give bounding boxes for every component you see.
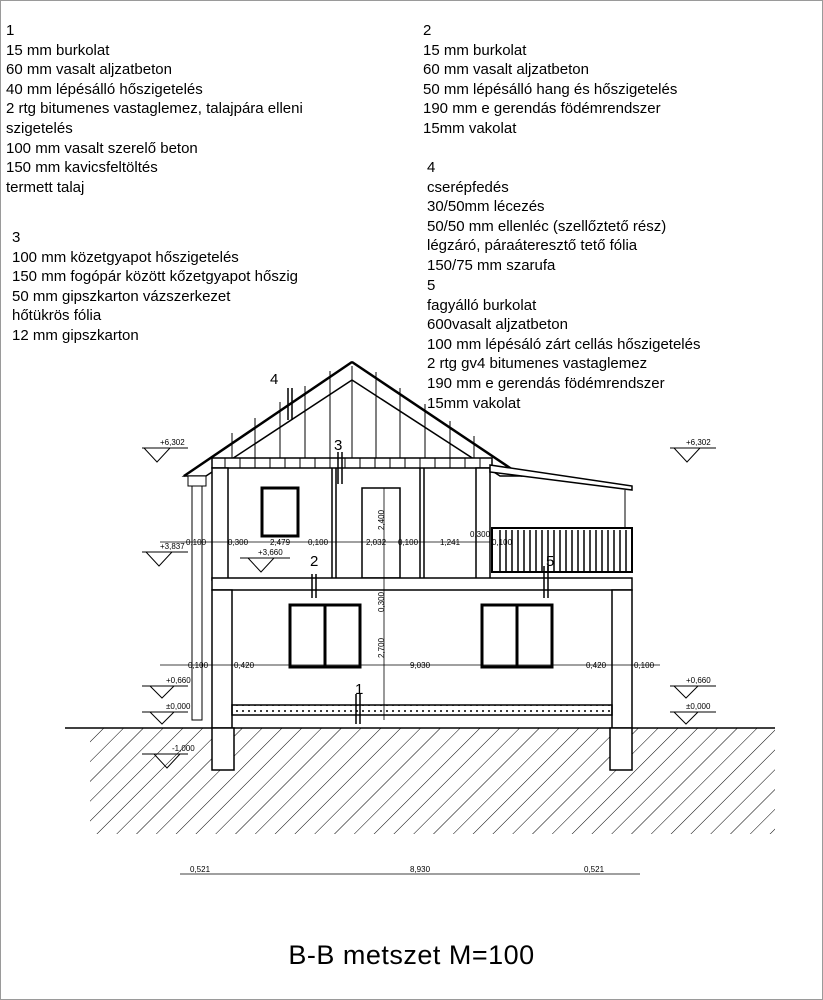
spec-line: légzáró, páraáteresztő tető fólia (427, 237, 638, 255)
spec-line: 2 rtg gv4 bitumenes vastaglemez (427, 355, 648, 373)
dim-label: 2,479 (270, 538, 291, 547)
balcony (490, 465, 632, 572)
spec-number: 1 (6, 22, 15, 39)
spec-line: 150/75 mm szarufa (427, 256, 556, 274)
level-label: +0,660 (166, 676, 191, 685)
level-label: -1,000 (172, 744, 195, 753)
spec-line: 50/50 mm ellenléc (szellőztető rész) (427, 217, 667, 235)
spec-line: 30/50mm lécezés (427, 198, 545, 216)
dim-label: 0,420 (586, 661, 607, 670)
drawing-title: B-B metszet M=100 (288, 940, 535, 970)
level-label: ±0,000 (166, 702, 191, 711)
dim-label: 9,030 (410, 661, 431, 670)
spec-line: 100 mm lépésáló zárt cellás hőszigetelés (427, 335, 701, 353)
dim-label: 2,700 (377, 637, 386, 658)
dim-label: 0,100 (188, 661, 209, 670)
spec-line: 60 mm vasalt aljzatbeton (6, 61, 172, 79)
level-label: +0,660 (686, 676, 711, 685)
dim-label: 0,300 (377, 591, 386, 612)
section-marker: 4 (270, 371, 279, 388)
dim-label: 8,930 (410, 865, 431, 874)
dim-label: 0,100 (186, 538, 207, 547)
spec-line: 190 mm e gerendás födémrendszer (427, 374, 665, 392)
level-label: +6,302 (686, 438, 711, 447)
spec-line: 60 mm vasalt aljzatbeton (423, 61, 589, 79)
spec-number: 4 (427, 159, 436, 176)
spec-number: 3 (12, 229, 21, 246)
spec-line: 150 mm fogópár között kőzetgyapot hőszig (12, 268, 298, 286)
dim-label: 0,100 (492, 538, 513, 547)
spec-line: 15mm vakolat (427, 394, 521, 412)
dim-label: 0,420 (234, 661, 255, 670)
ground-slab (232, 705, 612, 715)
dim-label: 1,241 (440, 538, 461, 547)
spec-line: 190 mm e gerendás födémrendszer (423, 100, 661, 118)
dim-label: 0,100 (308, 538, 329, 547)
section-marker: 5 (546, 553, 555, 570)
spec-line: 2 rtg bitumenes vastaglemez, talajpára elleni (6, 100, 303, 118)
ground-floor-windows (290, 605, 552, 667)
spec-line: 50 mm gipszkarton vázszerkezet (12, 287, 231, 305)
intermediate-slab (212, 578, 632, 590)
spec-line: 150 mm kavicsfeltöltés (6, 159, 158, 177)
spec-line: 15 mm burkolat (6, 41, 110, 59)
spec-line: 600vasalt aljzatbeton (427, 316, 568, 334)
upper-window (262, 488, 298, 536)
section-marker: 2 (310, 553, 319, 570)
attic-ceiling (212, 458, 492, 468)
spec-line: cserépfedés (427, 178, 509, 196)
spec-line: termett talaj (6, 178, 85, 196)
section-marker: 3 (334, 437, 343, 454)
dim-label: 0,300 (470, 530, 491, 539)
level-label: +3,837 (160, 542, 185, 551)
dim-label: 2,400 (377, 509, 386, 530)
level-label: +6,302 (160, 438, 185, 447)
spec-number: 5 (427, 277, 436, 294)
level-label: +3,660 (258, 548, 283, 557)
dim-label: 0,521 (584, 865, 605, 874)
spec-line: 100 mm közetgyapot hőszigetelés (12, 248, 239, 266)
dim-label: 0,300 (228, 538, 249, 547)
section-marker: 1 (355, 681, 364, 698)
dim-label: 0,100 (634, 661, 655, 670)
dim-label: 2,032 (366, 538, 387, 547)
spec-line: 15mm vakolat (423, 119, 517, 137)
spec-line: hőtükrös fólia (12, 307, 102, 325)
dim-label: 0,100 (398, 538, 419, 547)
level-label: ±0,000 (686, 702, 711, 711)
spec-line: 12 mm gipszkarton (12, 326, 139, 344)
dim-label: 0,521 (190, 865, 211, 874)
spec-line: 100 mm vasalt szerelő beton (6, 139, 198, 157)
spec-number: 2 (423, 22, 432, 39)
spec-line: 40 mm lépésálló hőszigetelés (6, 80, 203, 98)
spec-line: szigetelés (6, 119, 73, 137)
spec-line: 50 mm lépésálló hang és hőszigetelés (423, 80, 678, 98)
spec-line: 15 mm burkolat (423, 41, 527, 59)
upper-floor-walls (212, 468, 490, 580)
spec-line: fagyálló burkolat (427, 296, 537, 314)
